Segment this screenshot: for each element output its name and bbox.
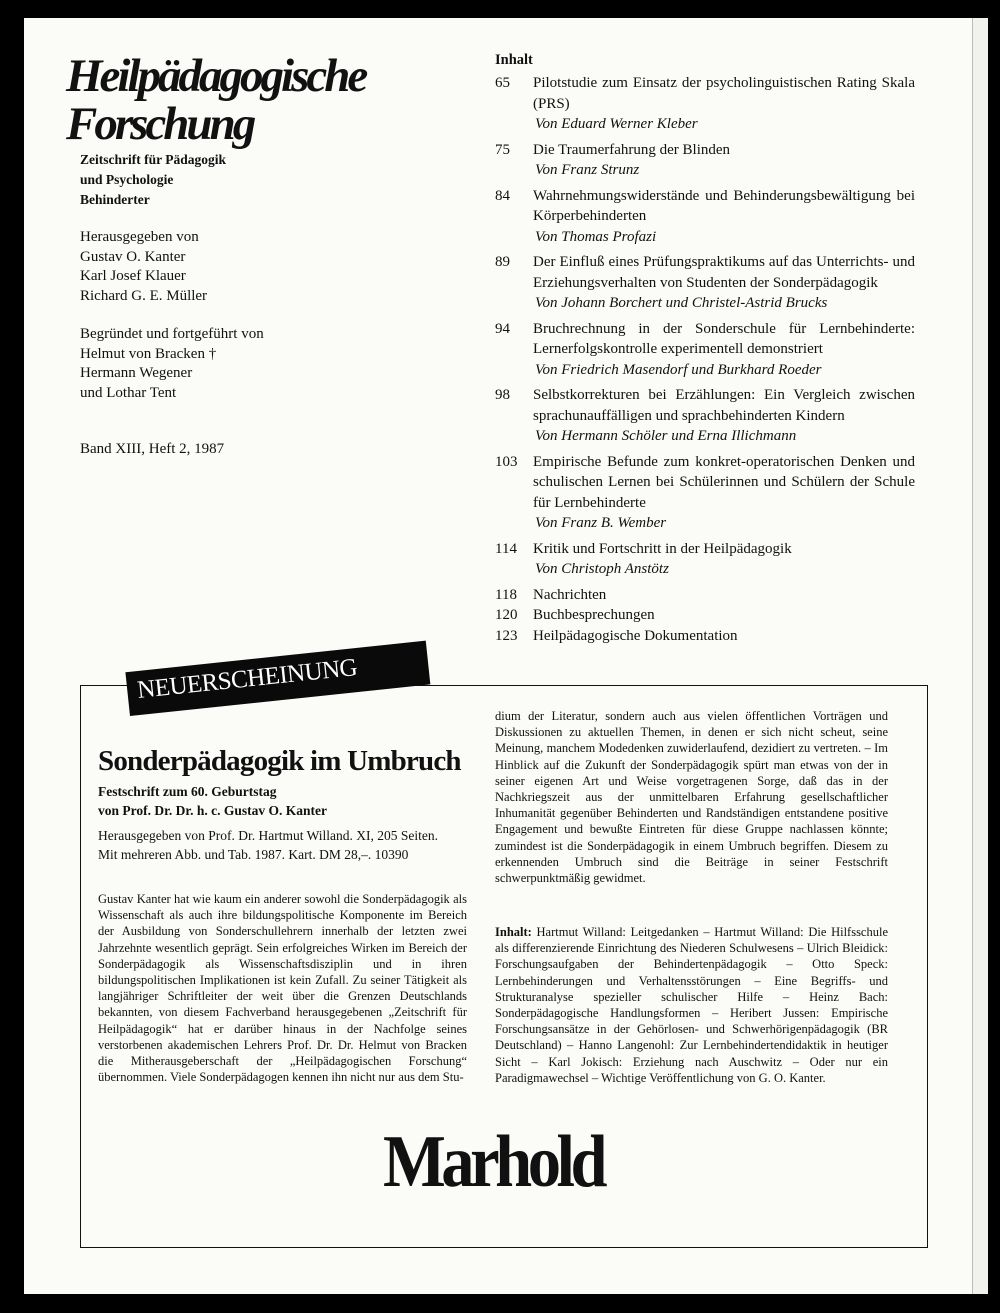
journal-title-line2: Forschung: [66, 98, 254, 150]
contents-entry: [495, 585, 915, 606]
contents-entry-body: [533, 252, 915, 314]
contents-page-number: 118: [495, 586, 517, 603]
editors-heading: Herausgegeben von: [80, 229, 199, 245]
contents-page-number: 65: [495, 75, 510, 91]
contents-page-number: 75: [495, 141, 510, 158]
book-contents-label: Inhalt:: [495, 925, 532, 939]
journal-title-line1: Heilpädagogische: [66, 50, 366, 102]
contents-title: Empirische Befunde zum konkret-operatorischen Denken und schulischen Lernen bei Schülerinnen und Schülern der Schule für Lernbehinderte: [533, 453, 915, 511]
founders-heading: Begründet und fortgeführt von: [80, 326, 264, 342]
ad-text-left: Gustav Kanter hat wie kaum ein anderer sowohl die Sonderpädagogik als Wissenschaft als auch ihre bildungspolitische Komponente im Bereich der Ausbildung von Sonderschullehrern innerhalb der letzten zwei Jahrzehnte wesentlich geprägt. Sein erfolgreiches Wirken im Bereich der Sonderpädagogik als Wissenschaftsdisziplin und in ihren bildungspolitischen Implikationen ist kein Zufall. Zu seiner Tätigkeit als langjähriger Schriftleiter der weit über die Grenzen Deutschlands bekannten, von diesem Fachverband herausgegebenen „Zeitschrift für Heilpädagogik“ hat er darüber hinaus in der Nachfolge seines verstorbenen akademischen Lehrers Prof. Dr. Dr. Helmut von Bracken die Mitherausgeberschaft der „Heilpädagogischen Forschung“ übernommen. Viele Sonderpädagogen kennen ihn nicht nur aus dem Stu-: [98, 892, 467, 1085]
contents-page-number: 114: [495, 540, 517, 557]
volume-info: Band XIII, Heft 2, 1987: [80, 441, 225, 457]
founder-name: Hermann Wegener: [80, 365, 193, 381]
contents-entry-body: [533, 626, 915, 647]
journal-subtitle: [80, 150, 300, 210]
contents-entry-body: [533, 186, 915, 248]
contents-page-number: 94: [495, 320, 510, 337]
founder-name: und Lothar Tent: [80, 384, 177, 401]
contents-author: Von Friedrich Masendorf und Burkhard Roeder: [535, 361, 822, 378]
contents-author: Von Thomas Profazi: [535, 228, 657, 245]
contents-entry: [495, 539, 915, 580]
editor-name: Gustav O. Kanter: [80, 248, 186, 265]
contents-entry: [495, 252, 915, 314]
contents-author: Von Hermann Schöler und Erna Illichmann: [535, 428, 797, 444]
contents-heading: Inhalt: [495, 52, 533, 68]
contents-entry: [495, 605, 915, 626]
contents-author: Von Christoph Anstötz: [535, 561, 669, 577]
contents-entry: [495, 319, 915, 381]
contents-entry-body: [533, 73, 915, 135]
contents-title: Die Traumerfahrung der Blinden: [533, 141, 731, 158]
banner-text: NEUERSCHEINUNG: [135, 654, 359, 705]
contents-page-number: 89: [495, 254, 510, 270]
next-page-edge: [972, 18, 988, 1294]
contents-entry-body: [533, 452, 915, 534]
contents-page-number: 84: [495, 187, 510, 204]
book-subtitle-line: von Prof. Dr. Dr. h. c. Gustav O. Kanter: [98, 802, 327, 818]
contents-entry: [495, 73, 915, 135]
contents-entry-body: [533, 585, 915, 606]
contents-page-number: 123: [495, 627, 518, 644]
subtitle-line: Zeitschrift für Pädagogik: [80, 152, 226, 167]
founders-block: [80, 325, 380, 403]
contents-entry-body: [533, 605, 915, 626]
contents-entry-body: [533, 319, 915, 381]
subtitle-line: Behinderter: [80, 192, 150, 207]
contents-title: Pilotstudie zum Einsatz der psycholinguistischen Rating Skala (PRS): [533, 75, 915, 112]
contents-author: Von Franz Strunz: [535, 162, 640, 178]
contents-author: Von Johann Borchert und Christel-Astrid Brucks: [535, 295, 828, 311]
editor-name: Richard G. E. Müller: [80, 287, 208, 304]
contents-entry-body: [533, 385, 915, 447]
contents-title: Wahrnehmungswiderstände und Behinderungsbewältigung bei Körperbehinderten: [533, 187, 915, 224]
contents-title: Selbstkorrekturen bei Erzählungen: Ein Vergleich zwischen sprachunauffälligen und sprachbehinderten Kindern: [533, 387, 915, 424]
contents-author: Von Franz B. Wember: [535, 515, 667, 531]
contents-entry-body: [533, 140, 915, 181]
publisher-logo: Marhold: [382, 1121, 604, 1203]
contents-entry: [495, 452, 915, 534]
editors-block: [80, 228, 380, 306]
contents-entry: [495, 385, 915, 447]
contents-page-number: 98: [495, 387, 510, 403]
book-subtitle-line: Festschrift zum 60. Geburtstag: [98, 784, 277, 799]
book-contents: [495, 924, 888, 1086]
contents-page-number: 120: [495, 607, 518, 623]
contents-author: Von Eduard Werner Kleber: [535, 116, 698, 132]
publication-details: [98, 827, 438, 864]
editor-name: Karl Josef Klauer: [80, 268, 186, 284]
contents-entry-body: [533, 539, 915, 580]
contents-entry: [495, 140, 915, 181]
journal-logo: [66, 52, 426, 148]
contents-title: Der Einfluß eines Prüfungspraktikums auf das Unterrichts- und Erziehungsverhalten von Studenten der Sonderpädagogik: [533, 254, 915, 291]
contents-title: Heilpädagogische Dokumentation: [533, 627, 738, 644]
book-title: Sonderpädagogik im Umbruch: [98, 745, 461, 777]
contents-title: Kritik und Fortschritt in der Heilpädagogik: [533, 540, 792, 557]
contents-title: Nachrichten: [533, 586, 607, 603]
contents-title: Bruchrechnung in der Sonderschule für Lernbehinderte: Lernerfolgskontrolle experimentell demonstriert: [533, 320, 915, 357]
contents-entry: [495, 626, 915, 647]
book-contents-text: Hartmut Willand: Leitgedanken – Hartmut Willand: Die Hilfsschule als differenzierende Einrichtung des Niederen Schulwesens – Ulrich Bleidick: Forschungsaufgaben der Behindertenpädagogik – Otto Speck: Lernbehinderungen und Verhaltensstörungen – Eine Begriffs- und Strukturanalyse spezieller schulischer Hilfe – Heinz Bach: Sonderpädagogische Handlungsformen – Heribert Jussen: Empirische Forschungsansätze in der Gehörlosen- und Schwerhörigenpädagogik (BR Deutschland) – Hanno Langenohl: Zur Lernbehindertendidaktik in heutiger Sicht – Karl Jokisch: Erziehung nach Auschwitz – Oder nur ein Paradigmawechsel – Wichtige Veröffentlichung von G. O. Kanter.: [495, 925, 889, 1085]
contents-page-number: 103: [495, 453, 518, 470]
publication-line: Mit mehreren Abb. und Tab. 1987. Kart. DM 28,–. 10390: [98, 846, 409, 862]
ad-text-right: dium der Literatur, sondern auch aus vielen öffentlichen Vorträgen und Diskussionen zu aktuellen Themen, in denen er sich nicht scheut, seine Meinung, manchem Modedenken zuwiderlaufend, dezidiert zu vertreten. – Im Hinblick auf die Zukunft der Sonderpädagogik spürt man etwas von der in seiner eigenen Art und Weise vorgetragenen Sorge, daß das in der Nachkriegszeit aus der unmittelbaren Erfahrung gesellschaftlicher Inhumanität gegenüber Behinderten und Randständigen entstandene positive Engagement und bewußte Eintreten für diese Gruppe nachlassen könnte; zumindest ist die Sonderpädagogik in einem Umbruch begriffen. Diesem zu erkennenden Umbruch sind die Beiträge in seiner Festschrift schwerpunktmäßig gewidmet.: [495, 709, 888, 886]
contents-title: Buchbesprechungen: [533, 607, 655, 623]
contents-entry: [495, 186, 915, 248]
subtitle-line: und Psychologie: [80, 172, 174, 187]
contents-list: [495, 73, 915, 646]
publication-line: Herausgegeben von Prof. Dr. Hartmut Willand. XI, 205 Seiten.: [98, 828, 439, 843]
book-subtitle: [98, 783, 327, 820]
founder-name: Helmut von Bracken †: [80, 345, 217, 362]
